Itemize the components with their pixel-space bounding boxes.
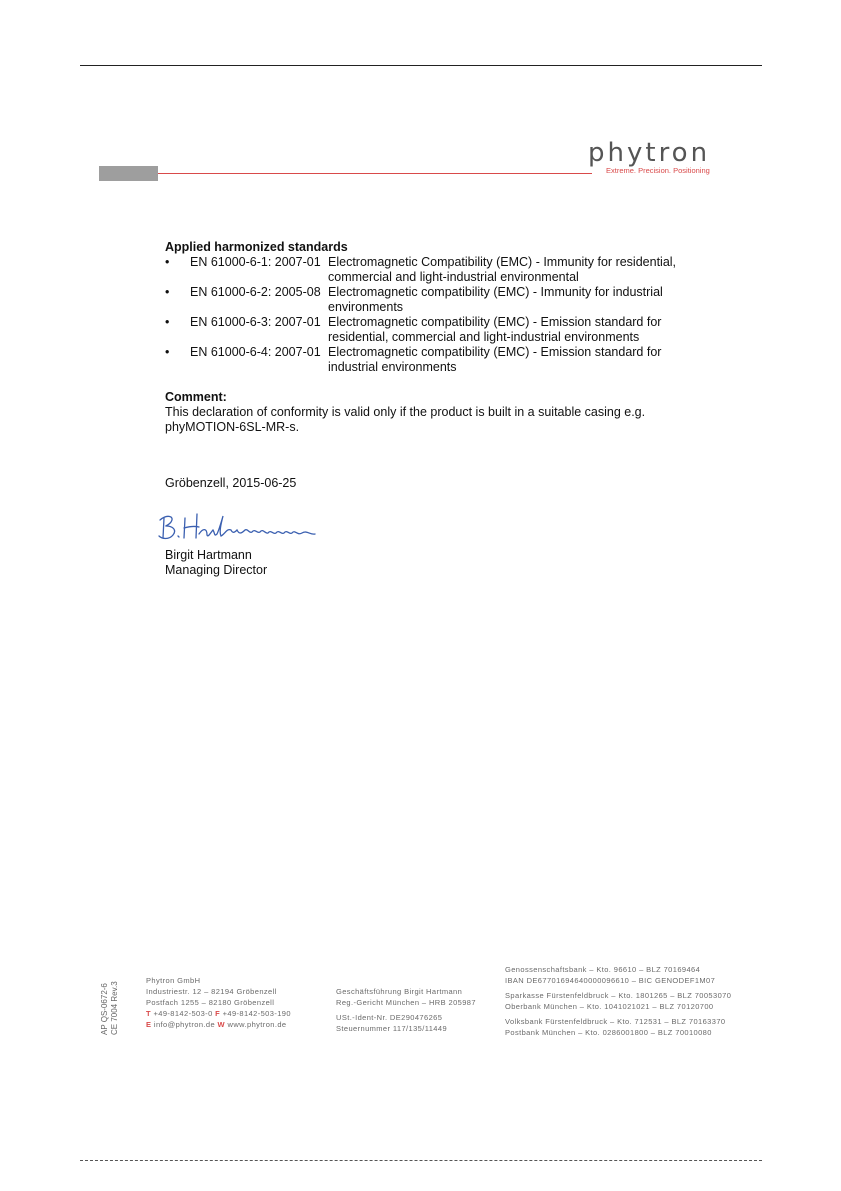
phytron-logo: phytron xyxy=(588,138,711,168)
footer-company xyxy=(146,975,291,1030)
bank-line: Volksbank Fürstenfeldbruck – Kto. 712531 – BLZ 70163370 xyxy=(505,1017,726,1026)
letterhead-gray-bar xyxy=(99,166,158,181)
place-and-date: Gröbenzell, 2015-06-25 xyxy=(165,476,297,490)
company-name: Phytron GmbH xyxy=(146,976,201,985)
scanned-page xyxy=(95,85,745,1070)
list-item xyxy=(165,315,725,345)
legal-line-2: Reg.-Gericht München – HRB 205987 xyxy=(336,998,476,1007)
fax-label: F xyxy=(215,1009,221,1018)
comment-heading: Comment: xyxy=(165,390,227,404)
footer-banks xyxy=(505,964,731,1038)
document-code xyxy=(100,981,120,1035)
standard-code: EN 61000-6-3: 2007-01 xyxy=(190,315,321,329)
bank-line: Genossenschaftsbank – Kto. 96610 – BLZ 70169464 xyxy=(505,965,701,974)
company-address-2: Postfach 1255 – 82180 Gröbenzell xyxy=(146,998,275,1007)
standard-code: EN 61000-6-4: 2007-01 xyxy=(190,345,321,359)
list-item xyxy=(165,345,725,375)
bullet-icon: • xyxy=(165,315,170,329)
logo-tagline: Extreme. Precision. Positioning xyxy=(606,166,710,175)
bank-line: Oberbank München – Kto. 1041021021 – BLZ 70120700 xyxy=(505,1002,714,1011)
company-phone-fax xyxy=(146,1008,291,1019)
legal-line-4: Steuernummer 117/135/11449 xyxy=(336,1024,448,1033)
web-label: W xyxy=(217,1020,226,1029)
comment-block xyxy=(165,390,725,435)
bank-line: IBAN DE67701694640000096610 – BIC GENODEF1M07 xyxy=(505,976,716,985)
standards-heading: Applied harmonized standards xyxy=(165,240,348,254)
document-code-line-2: CE 7004 Rev.3 xyxy=(110,981,119,1035)
email-label: E xyxy=(146,1020,152,1029)
web-address: www.phytron.de xyxy=(227,1020,287,1029)
legal-line-1: Geschäftsführung Birgit Hartmann xyxy=(336,987,463,996)
signer-name: Birgit Hartmann xyxy=(165,548,252,562)
phone-label: T xyxy=(146,1009,151,1018)
bullet-icon: • xyxy=(165,285,170,299)
bullet-icon: • xyxy=(165,255,170,269)
letterhead-red-line xyxy=(158,173,592,174)
list-item xyxy=(165,285,725,315)
bullet-icon: • xyxy=(165,345,170,359)
phone-number: +49-8142-503-0 xyxy=(153,1009,213,1018)
handwritten-signature xyxy=(155,508,345,548)
fax-number: +49-8142-503-190 xyxy=(222,1009,291,1018)
email-address: info@phytron.de xyxy=(153,1020,216,1029)
standard-description: Electromagnetic compatibility (EMC) - Immunity for industrial environments xyxy=(328,285,663,314)
company-email-web xyxy=(146,1019,291,1030)
comment-text: This declaration of conformity is valid only if the product is built in a suitable casing e.g. phyMOTION-6SL-MR-s. xyxy=(165,405,646,434)
legal-line-3: USt.-Ident-Nr. DE290476265 xyxy=(336,1013,443,1022)
standard-description: Electromagnetic Compatibility (EMC) - Immunity for residential, commercial and light-industrial environmental xyxy=(328,255,677,284)
bank-line: Postbank München – Kto. 0286001800 – BLZ 70010080 xyxy=(505,1028,712,1037)
document-code-line-1: AP QS-0672-6 xyxy=(100,983,109,1035)
declaration-body xyxy=(165,240,725,435)
standard-description: Electromagnetic compatibility (EMC) - Emission standard for industrial environments xyxy=(328,345,662,374)
standard-description: Electromagnetic compatibility (EMC) - Emission standard for residential, commercial and light-industrial environments xyxy=(328,315,662,344)
header-rule xyxy=(80,65,762,66)
signer-title: Managing Director xyxy=(165,563,268,577)
footer-legal xyxy=(336,986,476,1034)
standard-code: EN 61000-6-1: 2007-01 xyxy=(190,255,321,269)
bank-line: Sparkasse Fürstenfeldbruck – Kto. 1801265 – BLZ 70053070 xyxy=(505,991,732,1000)
company-address-1: Industriestr. 12 – 82194 Gröbenzell xyxy=(146,987,277,996)
list-item xyxy=(165,255,725,285)
standard-code: EN 61000-6-2: 2005-08 xyxy=(190,285,321,299)
standards-list xyxy=(165,255,725,375)
page-bottom-rule xyxy=(80,1160,762,1161)
